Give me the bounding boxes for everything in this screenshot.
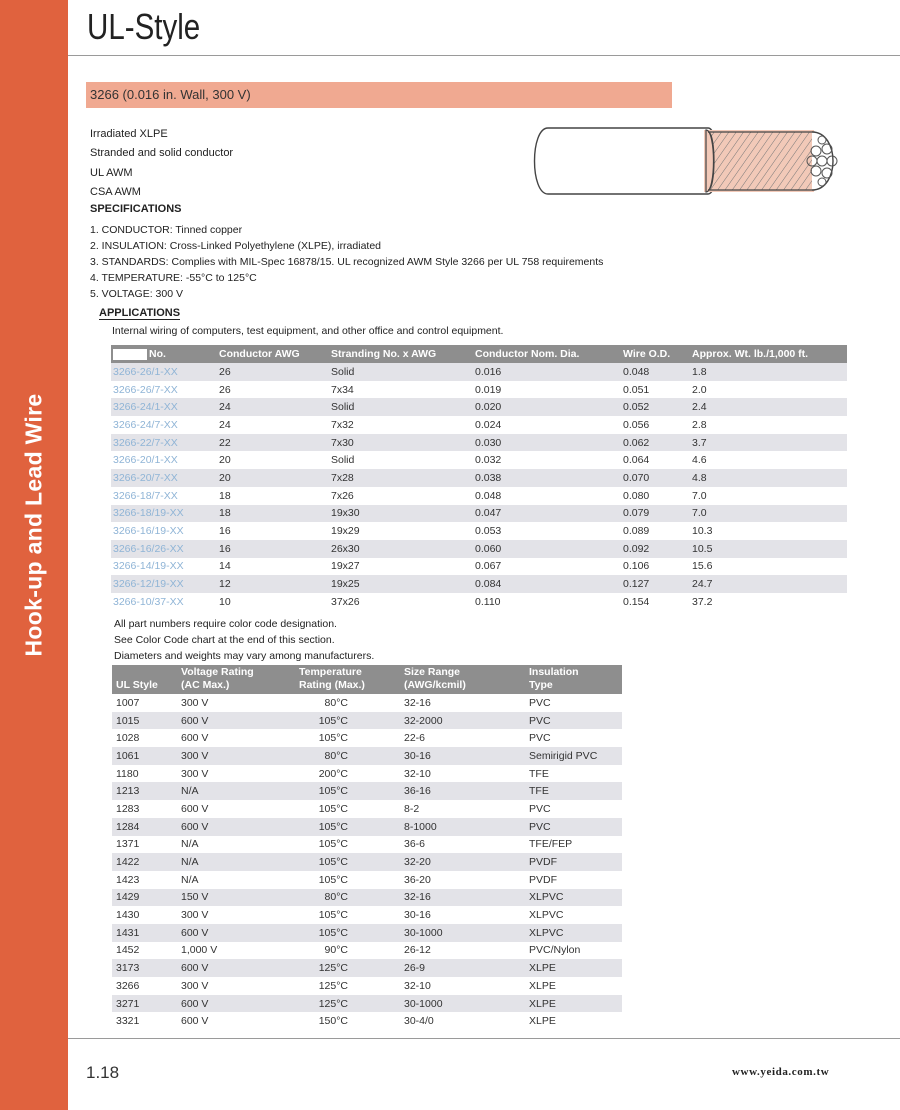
table-cell: 600 V [177, 995, 295, 1013]
table-header-row [111, 345, 847, 363]
table-cell: 0.053 [475, 525, 502, 538]
table-row [111, 558, 847, 576]
table-cell: 30-4/0 [404, 1015, 434, 1028]
table-cell: PVC [529, 696, 551, 709]
part-number-cell: 3266-18/7-XX [113, 489, 178, 502]
table-cell: 24 [219, 418, 231, 431]
table-cell: 200°C [318, 767, 348, 780]
table-cell: 0.079 [621, 505, 690, 523]
table-cell: 32-10 [404, 767, 431, 780]
column-header: Approx. Wt. lb./1,000 ft. [690, 345, 847, 363]
spec-item: 3. STANDARDS: Complies with MIL-Spec 16878/15. UL recognized AWM Style 3266 per UL 758 requirements [90, 256, 604, 268]
table-cell: 0.047 [473, 505, 621, 523]
table-cell: PVDF [525, 853, 622, 871]
part-number-cell: 3266-26/7-XX [113, 383, 178, 396]
table-cell: 80°C [324, 696, 348, 709]
table-cell: 0.052 [621, 398, 690, 416]
table-cell: XLPE [529, 979, 556, 992]
part-number-cell: 3266-12/19-XX [111, 575, 217, 593]
table-cell: 105°C [295, 712, 400, 730]
table-row [112, 959, 622, 977]
table-cell: 0.016 [473, 363, 621, 381]
table-cell: 4.6 [692, 454, 707, 467]
column-header [295, 665, 400, 694]
table-cell: 105°C [295, 853, 400, 871]
table-cell: 1429 [112, 889, 177, 907]
table-cell: 0.106 [623, 560, 650, 573]
table-cell: 32-16 [404, 696, 431, 709]
table-cell: 30-1000 [400, 924, 525, 942]
table-cell: 26-12 [404, 944, 431, 957]
table-cell: 90°C [324, 944, 348, 957]
table-cell: 2.0 [692, 383, 707, 396]
table-row [111, 540, 847, 558]
table-row [111, 575, 847, 593]
table-cell: 26x30 [329, 540, 473, 558]
table-cell: 24.7 [690, 575, 847, 593]
section-bar [86, 82, 672, 108]
table-cell: TFE/FEP [529, 838, 573, 851]
column-header [112, 665, 177, 694]
table-row [111, 398, 847, 416]
table-cell: 32-10 [404, 979, 431, 992]
table-cell: 0.070 [621, 469, 690, 487]
table-cell: 0.089 [623, 525, 650, 538]
note-item: See Color Code chart at the end of this section. [114, 634, 335, 646]
table-cell: Solid [329, 363, 473, 381]
table-cell: 1284 [112, 818, 177, 836]
table-cell: 22-6 [404, 732, 426, 745]
table-cell: 32-20 [400, 853, 525, 871]
table-row [111, 416, 847, 434]
table-cell: 19x25 [329, 575, 473, 593]
page-number: 1.18 [86, 1063, 120, 1082]
feature-item: Stranded and solid conductor [90, 147, 234, 160]
table-cell: 10.3 [692, 525, 713, 538]
table-cell: 30-16 [400, 747, 525, 765]
table-cell: 1430 [116, 909, 140, 922]
table-cell: 7x30 [329, 434, 473, 452]
table-cell: 32-2000 [400, 712, 525, 730]
table-cell: 20 [217, 469, 329, 487]
table-cell: TFE [525, 782, 622, 800]
table-row [112, 1012, 622, 1030]
table-cell: 30-16 [404, 909, 431, 922]
part-number-cell: 3266-18/19-XX [111, 505, 217, 523]
table-cell: 0.092 [621, 540, 690, 558]
table-row [111, 451, 847, 469]
table-cell: 0.080 [623, 489, 650, 502]
table-cell: 150°C [318, 1015, 348, 1028]
table-row [112, 924, 622, 942]
table-cell: 18 [219, 489, 231, 502]
table-cell: 105°C [318, 909, 348, 922]
table-cell: 1431 [112, 924, 177, 942]
table-cell: 16 [219, 525, 231, 538]
footer-divider [68, 1038, 900, 1039]
table-cell: 2.8 [692, 418, 707, 431]
column-header-line: (AWG/kcmil) [404, 679, 466, 691]
table-cell: 1452 [116, 944, 140, 957]
table-cell: PVC/Nylon [529, 944, 581, 957]
part-number-cell: 3266-10/37-XX [113, 595, 184, 608]
table-cell: 14 [219, 560, 231, 573]
table-cell: 1213 [112, 782, 177, 800]
table-cell: TFE [529, 767, 549, 780]
wire-table-body [111, 363, 847, 611]
table-cell: 7x28 [329, 469, 473, 487]
table-cell: 0.067 [475, 560, 502, 573]
column-header-line: Temperature [299, 666, 362, 678]
table-cell: PVC [525, 818, 622, 836]
table-row [111, 522, 847, 540]
feature-list [90, 125, 233, 202]
column-header [400, 665, 525, 694]
table-cell: 1,000 V [181, 944, 218, 957]
section-title: 3266 (0.016 in. Wall, 300 V) [90, 87, 251, 102]
table-cell: XLPE [525, 995, 622, 1013]
specifications-heading: SPECIFICATIONS [90, 203, 182, 215]
table-cell: 36-20 [404, 873, 431, 886]
table-cell: 105°C [295, 924, 400, 942]
table-cell: 22 [217, 434, 329, 452]
table-cell: 7x34 [331, 383, 354, 396]
ul-style-table [112, 665, 622, 1030]
table-cell: 105°C [318, 802, 348, 815]
feature-item: UL AWM [90, 166, 133, 179]
table-row [112, 729, 622, 747]
table-cell: 8-1000 [400, 818, 525, 836]
table-cell: 1423 [116, 873, 140, 886]
table-cell: 300 V [181, 979, 209, 992]
sidebar-label: Hook-up and Lead Wire [20, 393, 47, 657]
table-cell: 32-16 [400, 889, 525, 907]
table-cell: 300 V [181, 696, 209, 709]
ul-table-body [112, 694, 622, 1030]
part-number-cell: 3266-26/1-XX [111, 363, 217, 381]
table-cell: PVC [525, 712, 622, 730]
title-divider [68, 55, 900, 56]
column-header [525, 665, 622, 694]
table-cell: 1283 [116, 802, 140, 815]
table-row [112, 995, 622, 1013]
part-number-cell: 3266-24/7-XX [113, 418, 178, 431]
table-row [112, 871, 622, 889]
table-cell: 12 [217, 575, 329, 593]
column-header-line: Size Range [404, 666, 461, 678]
column-header-line: Insulation [529, 666, 579, 678]
table-cell: 19x30 [329, 505, 473, 523]
part-number-cell: 3266-20/1-XX [113, 454, 178, 467]
table-cell: 125°C [295, 995, 400, 1013]
table-row [111, 505, 847, 523]
table-cell: N/A [177, 853, 295, 871]
note-item: All part numbers require color code designation. [114, 618, 337, 630]
table-row [112, 853, 622, 871]
table-cell: 0.056 [623, 418, 650, 431]
table-cell: 24 [217, 398, 329, 416]
table-cell: 0.051 [623, 383, 650, 396]
table-row [111, 487, 847, 505]
table-cell: 37x26 [331, 595, 360, 608]
column-header [177, 665, 295, 694]
table-cell: 7.0 [692, 489, 707, 502]
feature-item: Irradiated XLPE [90, 128, 168, 140]
wire-spec-table [111, 345, 847, 611]
table-cell: 7.0 [690, 505, 847, 523]
table-row [112, 694, 622, 712]
table-header-row [112, 665, 622, 694]
table-row [111, 363, 847, 381]
table-row [112, 818, 622, 836]
table-row [111, 381, 847, 399]
table-cell: 0.048 [475, 489, 502, 502]
table-cell: PVDF [529, 873, 558, 886]
table-cell: 10.5 [690, 540, 847, 558]
table-cell: 3173 [112, 959, 177, 977]
table-cell: 2.4 [690, 398, 847, 416]
table-row [112, 906, 622, 924]
table-cell: 20 [219, 454, 231, 467]
column-header-line: UL Style [116, 679, 158, 691]
column-header: Stranding No. x AWG [329, 345, 473, 363]
table-cell: XLPE [525, 959, 622, 977]
applications-text: Internal wiring of computers, test equipment, and other office and control equipment. [112, 325, 504, 337]
table-cell: 36-6 [404, 838, 426, 851]
table-cell: 7x32 [331, 418, 354, 431]
table-cell: 1007 [116, 696, 140, 709]
table-cell: 7x26 [331, 489, 354, 502]
table-cell: 600 V [177, 712, 295, 730]
table-cell: 1422 [112, 853, 177, 871]
table-cell: 19x27 [331, 560, 360, 573]
header-swatch [113, 349, 147, 360]
table-cell: 105°C [318, 732, 348, 745]
table-cell: 600 V [177, 959, 295, 977]
table-cell: 1015 [112, 712, 177, 730]
specifications-list [90, 222, 603, 302]
column-header-line: Rating (Max.) [299, 679, 365, 691]
column-header: No. [111, 345, 217, 363]
table-row [112, 977, 622, 995]
table-row [112, 836, 622, 854]
table-cell: 105°C [295, 782, 400, 800]
table-cell: 0.064 [623, 454, 650, 467]
table-cell: 600 V [177, 818, 295, 836]
table-cell: 125°C [318, 979, 348, 992]
table-cell: 300 V [181, 909, 209, 922]
spec-item: 1. CONDUCTOR: Tinned copper [90, 224, 243, 236]
part-number-cell: 3266-22/7-XX [111, 434, 217, 452]
spec-item: 4. TEMPERATURE: -55°C to 125°C [90, 272, 257, 284]
column-header-line: (AC Max.) [181, 679, 230, 691]
table-cell: 0.032 [475, 454, 502, 467]
table-row [112, 942, 622, 960]
table-cell: 300 V [177, 747, 295, 765]
part-number-cell: 3266-14/19-XX [113, 560, 184, 573]
table-cell: 1028 [116, 732, 140, 745]
table-cell: 600 V [177, 924, 295, 942]
table-row [112, 765, 622, 783]
table-cell: 105°C [318, 873, 348, 886]
column-header-line: Voltage Rating [181, 666, 254, 678]
table-cell: N/A [181, 873, 199, 886]
table-row [111, 434, 847, 452]
column-header: Conductor AWG [217, 345, 329, 363]
spec-item: 2. INSULATION: Cross-Linked Polyethylene (XLPE), irradiated [90, 240, 382, 252]
table-cell: 15.6 [692, 560, 713, 573]
table-cell: PVC [529, 732, 551, 745]
column-header-line: Type [529, 679, 553, 691]
table-cell: 150 V [177, 889, 295, 907]
table-cell: 37.2 [692, 595, 713, 608]
table-cell: 0.060 [473, 540, 621, 558]
table-cell: 1061 [112, 747, 177, 765]
table-cell: 8-2 [404, 802, 420, 815]
table-cell: 300 V [181, 767, 209, 780]
table-cell: 26 [219, 383, 231, 396]
table-cell: 1.8 [690, 363, 847, 381]
table-cell: Solid [329, 398, 473, 416]
table-cell: 3.7 [690, 434, 847, 452]
part-number-cell: 3266-16/19-XX [113, 525, 184, 538]
table-cell: 3321 [116, 1015, 140, 1028]
table-row [112, 747, 622, 765]
applications-heading: APPLICATIONS [99, 307, 181, 319]
table-cell: 36-16 [400, 782, 525, 800]
website-url: www.yeida.com.tw [732, 1066, 830, 1078]
table-cell: N/A [177, 782, 295, 800]
table-cell: 0.062 [621, 434, 690, 452]
part-number-cell: 3266-16/26-XX [111, 540, 217, 558]
table-cell: Solid [331, 454, 355, 467]
table-cell: 0.030 [473, 434, 621, 452]
table-cell: 3271 [112, 995, 177, 1013]
table-cell: PVC [529, 802, 551, 815]
table-cell: 80°C [295, 889, 400, 907]
table-cell: 600 V [181, 1015, 209, 1028]
table-cell: 19x29 [331, 525, 360, 538]
table-cell: 105°C [295, 818, 400, 836]
part-number-cell: 3266-20/7-XX [111, 469, 217, 487]
table-cell: 0.019 [475, 383, 502, 396]
table-cell: 0.154 [623, 595, 650, 608]
table-cell: 0.084 [473, 575, 621, 593]
table-cell: XLPVC [529, 909, 564, 922]
table-row [112, 712, 622, 730]
table-row [112, 800, 622, 818]
column-header: Conductor Nom. Dia. [473, 345, 621, 363]
table-cell: 30-1000 [400, 995, 525, 1013]
table-cell: 1371 [116, 838, 140, 851]
table-notes [114, 616, 374, 664]
table-row [111, 469, 847, 487]
table-cell: XLPE [529, 1015, 556, 1028]
table-cell: 10 [219, 595, 231, 608]
table-row [112, 782, 622, 800]
table-cell: 18 [217, 505, 329, 523]
feature-item: CSA AWM [90, 185, 141, 198]
table-cell: 4.8 [690, 469, 847, 487]
table-cell: 80°C [295, 747, 400, 765]
table-cell: 3266 [116, 979, 140, 992]
table-cell: 0.038 [473, 469, 621, 487]
column-header: Wire O.D. [621, 345, 690, 363]
table-cell: 600 V [181, 732, 209, 745]
table-cell: 0.048 [621, 363, 690, 381]
spec-item: 5. VOLTAGE: 300 V [90, 288, 183, 300]
table-cell: N/A [181, 838, 199, 851]
sidebar [0, 0, 68, 1110]
part-number-cell: 3266-24/1-XX [111, 398, 217, 416]
table-cell: 0.024 [475, 418, 502, 431]
table-cell: 0.020 [473, 398, 621, 416]
table-row [111, 593, 847, 611]
table-cell: 26 [217, 363, 329, 381]
table-cell: 125°C [295, 959, 400, 977]
note-item: Diameters and weights may vary among manufacturers. [114, 650, 375, 662]
table-cell: 600 V [181, 802, 209, 815]
table-cell: XLPVC [525, 924, 622, 942]
table-row [112, 889, 622, 907]
table-cell: Semirigid PVC [525, 747, 622, 765]
page-title: UL-Style [87, 6, 201, 47]
table-cell: 0.110 [475, 595, 501, 608]
table-cell: 1180 [116, 767, 139, 780]
table-cell: 0.127 [621, 575, 690, 593]
table-cell: XLPVC [525, 889, 622, 907]
table-cell: 16 [217, 540, 329, 558]
wire-cable-icon [526, 118, 846, 204]
table-cell: 105°C [318, 838, 348, 851]
table-cell: 26-9 [400, 959, 525, 977]
